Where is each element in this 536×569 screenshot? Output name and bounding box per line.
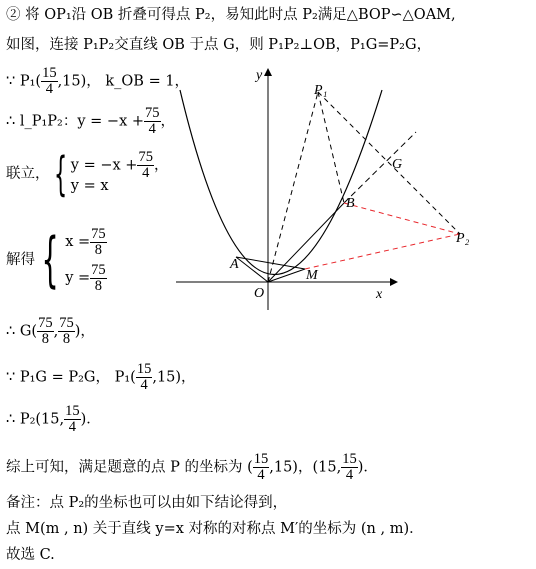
label-p1: P₁ bbox=[314, 83, 328, 98]
segment-bp2 bbox=[344, 203, 460, 234]
label-o: O bbox=[254, 286, 265, 301]
segment-p1p2 bbox=[318, 92, 460, 234]
y-axis-arrow bbox=[264, 68, 272, 76]
line-3: ∵ P₁( $\frac{15}{4}$ ,15)， k_OB = 1， bbox=[6, 65, 190, 97]
line-1: ② 将 OP₁沿 OB 折叠可得点 P₂，易知此时点 P₂满足△BOP∽△OAM, bbox=[6, 7, 456, 23]
line-2: 如图，连接 P₁P₂交直线 OB 于点 G，则 P₁P₂⊥OB，P₁G=P₂G， bbox=[6, 37, 432, 53]
x-axis-arrow bbox=[390, 278, 398, 286]
line-13: 故选 C. bbox=[6, 547, 55, 563]
line-6-solution: 解得 { x = $\frac{75}{8}$ y = $\frac{75}{8}$ bbox=[6, 225, 106, 295]
label-b: B bbox=[346, 196, 355, 211]
line-10: 综上可知，满足题意的点 P 的坐标为 ( $\frac{15}{4}$ ,15)，(15, $\frac{15}{4}$ )． bbox=[6, 451, 378, 483]
line-9: ∴ P₂(15, $\frac{15}{4}$ )． bbox=[6, 403, 101, 435]
segment-p1b bbox=[318, 92, 344, 203]
segment-om bbox=[268, 269, 305, 282]
line-11: 备注：点 P₂的坐标也可以由如下结论得到， bbox=[6, 495, 288, 511]
segment-am bbox=[236, 257, 305, 269]
label-a: A bbox=[230, 257, 239, 272]
line-7: ∴ G( $\frac{75}{8}$ , $\frac{75}{8}$ )， bbox=[6, 315, 95, 347]
label-m: M bbox=[306, 268, 318, 283]
line-8: ∵ P₁G = P₂G， P₁( $\frac{15}{4}$ ,15)， bbox=[6, 361, 196, 393]
line-4: ∴ l_P₁P₂：y = −x + $\frac{75}{4}$ ， bbox=[6, 105, 176, 137]
label-y: y bbox=[256, 68, 263, 83]
line-12: 点 M(m , n) 关于直线 y=x 对称的对称点 M′的坐标为 (n , m)． bbox=[6, 521, 424, 537]
label-p2: P₂ bbox=[456, 231, 470, 246]
geometry-figure bbox=[168, 64, 508, 314]
line-5-system: 联立，{ y = −x + $\frac{75}{4}$ ， y = x bbox=[6, 147, 169, 201]
segment-mp2 bbox=[305, 234, 460, 269]
segment-op1 bbox=[268, 92, 318, 282]
parabola bbox=[180, 90, 382, 275]
label-x: x bbox=[376, 287, 383, 302]
segment-oa bbox=[236, 257, 268, 282]
label-g: G bbox=[392, 157, 403, 172]
